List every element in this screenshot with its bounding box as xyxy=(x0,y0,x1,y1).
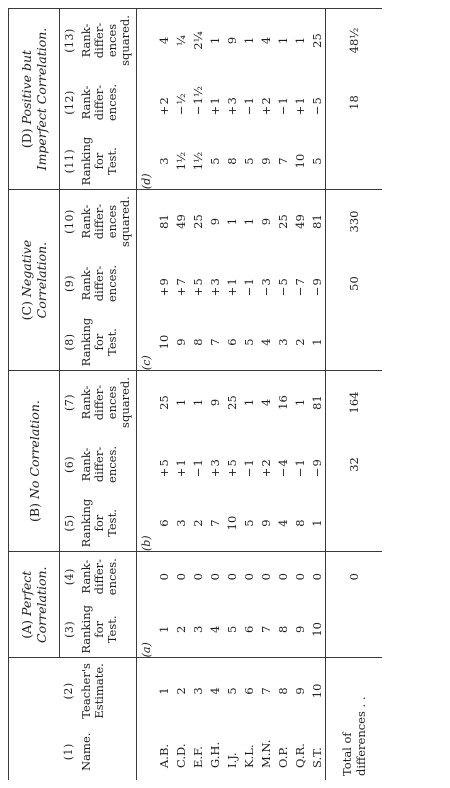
column-number: (10) xyxy=(62,209,76,234)
d-diff-cell xyxy=(274,72,291,133)
a-diff-cell: 0 xyxy=(173,573,188,581)
est-cell: 4 xyxy=(207,687,222,695)
header-rank-diff-c: Rank- differ- ences. xyxy=(78,253,137,314)
difference-value: 1 xyxy=(207,97,222,105)
name-cell: Q.R. xyxy=(292,743,307,768)
sign-symbol: − xyxy=(309,467,324,478)
table-row xyxy=(189,9,206,781)
a-rank-cell: 7 xyxy=(257,601,274,658)
column-header-row xyxy=(78,9,137,781)
d-diff-cell xyxy=(223,72,240,133)
c-rank-cell: 9 xyxy=(172,314,189,371)
difference-value: 1 xyxy=(190,459,205,467)
sign-symbol: + xyxy=(190,286,205,297)
total-c-sq: 330 xyxy=(326,190,383,253)
d-diff-cell xyxy=(240,72,257,133)
d-diff-cell xyxy=(206,72,223,133)
subtag-c: (c) xyxy=(137,314,156,371)
a-diff-cell: 0 xyxy=(258,573,273,581)
b-diff-cell xyxy=(274,434,291,495)
b-sq-cell: 1 xyxy=(173,398,188,407)
b-sq-cell: 81 xyxy=(309,395,324,410)
sign-symbol: + xyxy=(258,467,273,478)
table-row xyxy=(223,9,240,781)
c-diff-cell xyxy=(274,253,291,314)
header-teacher-estimate: Teacher's Estimate. xyxy=(78,658,137,724)
sign-symbol: + xyxy=(156,467,171,478)
b-diff-cell xyxy=(189,434,206,495)
d-sq-cell: 4 xyxy=(155,9,172,72)
difference-value: 2 xyxy=(156,97,171,105)
difference-value: 5 xyxy=(309,97,324,105)
totals-row xyxy=(326,9,383,781)
d-rank-cell: 8 xyxy=(223,133,240,190)
difference-value: 1 xyxy=(173,459,188,467)
est-cell: 6 xyxy=(241,687,256,695)
d-diff-cell xyxy=(189,72,206,133)
d-diff-cell xyxy=(308,72,326,133)
a-rank-cell: 10 xyxy=(308,601,326,658)
a-rank-cell: 6 xyxy=(240,601,257,658)
c-rank-cell: 4 xyxy=(257,314,274,371)
column-number: (1) xyxy=(62,743,76,761)
column-number: (7) xyxy=(62,393,76,412)
sign-symbol: − xyxy=(241,467,256,478)
b-rank-cell: 8 xyxy=(291,495,308,552)
a-diff-cell: 0 xyxy=(292,573,307,581)
header-ranking-b: Ranking for Test. xyxy=(78,495,137,552)
a-rank-cell: 5 xyxy=(223,601,240,658)
d-sq-cell: 9 xyxy=(223,9,240,72)
b-rank-cell: 4 xyxy=(274,495,291,552)
d-sq-cell: 2¼ xyxy=(189,9,206,72)
c-diff-cell xyxy=(172,253,189,314)
sign-symbol: − xyxy=(309,286,324,297)
d-diff-cell xyxy=(291,72,308,133)
sign-symbol: + xyxy=(207,467,222,478)
c-sq-cell: 81 xyxy=(309,214,324,229)
c-diff-cell xyxy=(189,253,206,314)
b-sq-cell: 1 xyxy=(292,398,307,407)
name-cell: E.F. xyxy=(190,746,205,768)
sign-symbol: + xyxy=(173,467,188,478)
difference-value: 1 xyxy=(241,278,256,286)
d-sq-cell: 1 xyxy=(291,9,308,72)
c-diff-cell xyxy=(257,253,274,314)
b-diff-cell xyxy=(223,434,240,495)
header-rank-diff-d: Rank- differ- ences. xyxy=(78,72,137,133)
c-rank-cell: 5 xyxy=(240,314,257,371)
difference-value: 1 xyxy=(224,278,239,286)
header-rank-diff-b: Rank- differ- ences. xyxy=(78,434,137,495)
column-number: (4) xyxy=(62,568,76,586)
c-rank-cell: 3 xyxy=(274,314,291,371)
b-diff-cell xyxy=(308,434,326,495)
d-sq-cell: 1 xyxy=(240,9,257,72)
a-diff-cell: 0 xyxy=(190,573,205,581)
c-sq-cell: 9 xyxy=(207,217,222,226)
c-diff-cell xyxy=(155,253,172,314)
a-diff-cell: 0 xyxy=(275,573,290,581)
difference-value: 5 xyxy=(190,278,205,286)
b-rank-cell: 5 xyxy=(240,495,257,552)
table-row xyxy=(240,9,257,781)
subtag-b: (b) xyxy=(137,495,156,552)
c-rank-cell: 8 xyxy=(189,314,206,371)
column-number: (13) xyxy=(60,9,79,72)
d-rank-cell: 3 xyxy=(155,133,172,190)
sign-symbol: + xyxy=(292,105,307,116)
a-diff-cell: 0 xyxy=(241,573,256,581)
table-row xyxy=(257,9,274,781)
est-cell: 8 xyxy=(275,687,290,695)
b-sq-cell: 25 xyxy=(156,395,171,410)
c-rank-cell: 7 xyxy=(206,314,223,371)
name-cell: G.H. xyxy=(207,741,222,768)
est-cell: 7 xyxy=(258,687,273,695)
b-rank-cell: 1 xyxy=(308,495,326,552)
table-row xyxy=(308,9,326,781)
est-cell: 1 xyxy=(156,687,171,695)
difference-value: 2 xyxy=(258,97,273,105)
c-sq-cell: 25 xyxy=(190,214,205,229)
header-rank-diff-sq-c: Rank- differ- ences squared. xyxy=(78,190,137,253)
column-number: (9) xyxy=(62,274,76,293)
c-diff-cell xyxy=(291,253,308,314)
b-rank-cell: 10 xyxy=(223,495,240,552)
column-number: (2) xyxy=(62,682,76,700)
sign-symbol: − xyxy=(275,286,290,297)
group-c-title: (C) Negative Correlation. xyxy=(9,190,60,371)
b-sq-cell: 25 xyxy=(224,395,239,410)
difference-value: 4 xyxy=(275,459,290,467)
sign-symbol: + xyxy=(207,286,222,297)
difference-value: 7 xyxy=(292,278,307,286)
sign-symbol: − xyxy=(241,286,256,297)
table-body xyxy=(155,9,326,781)
b-diff-cell xyxy=(172,434,189,495)
sign-symbol: − xyxy=(190,467,205,478)
group-header-row xyxy=(9,9,60,781)
sign-symbol: − xyxy=(292,467,307,478)
b-sq-cell: 4 xyxy=(258,398,273,407)
difference-value: 1½ xyxy=(190,86,205,105)
table-row xyxy=(155,9,172,781)
group-b-title: (B) No Correlation. xyxy=(9,371,60,552)
difference-value: 1 xyxy=(241,459,256,467)
header-ranking-d: Ranking for Test. xyxy=(78,133,137,190)
d-sq-cell: 1 xyxy=(206,9,223,72)
b-diff-cell xyxy=(206,434,223,495)
sign-symbol: − xyxy=(258,286,273,297)
d-diff-cell xyxy=(155,72,172,133)
a-diff-cell: 0 xyxy=(224,573,239,581)
column-number: (11) xyxy=(60,133,79,190)
d-sq-cell: ¼ xyxy=(172,9,189,72)
b-diff-cell xyxy=(155,434,172,495)
c-rank-cell: 2 xyxy=(291,314,308,371)
table-row xyxy=(291,9,308,781)
c-diff-cell xyxy=(206,253,223,314)
group-a-title: (A) Perfect Correlation. xyxy=(9,552,60,658)
c-diff-cell xyxy=(240,253,257,314)
c-sq-cell: 81 xyxy=(156,214,171,229)
d-rank-cell: 1½ xyxy=(172,133,189,190)
subtag-row xyxy=(137,9,156,781)
column-number: (6) xyxy=(62,455,76,474)
table-row xyxy=(274,9,291,781)
c-rank-cell: 1 xyxy=(308,314,326,371)
sign-symbol: + xyxy=(224,286,239,297)
sign-symbol: + xyxy=(224,467,239,478)
b-sq-cell: 16 xyxy=(275,395,290,410)
sign-symbol: − xyxy=(275,467,290,478)
name-cell: S.T. xyxy=(309,747,324,768)
sign-symbol: + xyxy=(224,105,239,116)
difference-value: 1 xyxy=(292,459,307,467)
d-rank-cell: 7 xyxy=(274,133,291,190)
group-d-title: (D) Positive but Imperfect Correlation. xyxy=(9,9,60,190)
est-cell: 9 xyxy=(292,687,307,695)
total-d-diff: 18 xyxy=(326,72,383,133)
total-d-sq: 48½ xyxy=(326,9,383,72)
sign-symbol: − xyxy=(190,105,205,116)
difference-value: 2 xyxy=(258,459,273,467)
a-diff-cell: 0 xyxy=(156,573,171,581)
b-sq-cell: 1 xyxy=(190,398,205,407)
difference-value: 5 xyxy=(224,459,239,467)
table-row xyxy=(172,9,189,781)
correlation-table xyxy=(8,8,382,780)
difference-value: 1 xyxy=(241,97,256,105)
total-c-diff: 50 xyxy=(326,253,383,314)
b-diff-cell xyxy=(240,434,257,495)
header-ranking-a: Ranking for Test. xyxy=(78,601,137,658)
c-rank-cell: 10 xyxy=(155,314,172,371)
difference-value: 3 xyxy=(207,459,222,467)
a-diff-cell: 0 xyxy=(309,573,324,581)
difference-value: 3 xyxy=(224,97,239,105)
column-number-row xyxy=(60,9,79,781)
a-rank-cell: 9 xyxy=(291,601,308,658)
a-rank-cell: 8 xyxy=(274,601,291,658)
column-number: (3) xyxy=(60,601,79,658)
name-cell: K.L. xyxy=(241,744,256,768)
total-b-diff: 32 xyxy=(326,434,383,495)
sign-symbol: − xyxy=(275,105,290,116)
est-cell: 2 xyxy=(173,687,188,695)
column-number: (8) xyxy=(60,314,79,371)
a-rank-cell: 4 xyxy=(206,601,223,658)
a-rank-cell: 1 xyxy=(155,601,172,658)
header-rank-diff-sq-d: Rank- differ- ences squared. xyxy=(78,9,137,72)
difference-value: 3 xyxy=(258,278,273,286)
table-row xyxy=(206,9,223,781)
totals-label: Total of differences . . xyxy=(326,658,383,780)
est-cell: 5 xyxy=(224,687,239,695)
difference-value: 5 xyxy=(275,278,290,286)
total-a-diff: 0 xyxy=(326,552,383,602)
name-cell: I.J. xyxy=(224,752,239,768)
difference-value: 7 xyxy=(173,278,188,286)
header-rank-diff-a: Rank- differ- ences. xyxy=(78,552,137,602)
total-b-sq: 164 xyxy=(326,371,383,434)
a-rank-cell: 3 xyxy=(189,601,206,658)
subtag-d: (d) xyxy=(137,133,156,190)
c-sq-cell: 49 xyxy=(173,214,188,229)
sign-symbol: + xyxy=(207,105,222,116)
sign-symbol: + xyxy=(156,105,171,116)
name-cell: C.D. xyxy=(173,743,188,768)
c-rank-cell: 6 xyxy=(223,314,240,371)
b-sq-cell: 9 xyxy=(207,398,222,407)
b-sq-cell: 1 xyxy=(241,398,256,407)
b-rank-cell: 6 xyxy=(155,495,172,552)
est-cell: 10 xyxy=(309,683,324,699)
c-diff-cell xyxy=(223,253,240,314)
b-rank-cell: 2 xyxy=(189,495,206,552)
sign-symbol: − xyxy=(173,105,188,116)
d-sq-cell: 4 xyxy=(257,9,274,72)
a-rank-cell: 2 xyxy=(172,601,189,658)
b-diff-cell xyxy=(291,434,308,495)
difference-value: 5 xyxy=(156,459,171,467)
column-number: (5) xyxy=(60,495,79,552)
d-rank-cell: 5 xyxy=(240,133,257,190)
difference-value: 1 xyxy=(292,97,307,105)
sign-symbol: − xyxy=(292,286,307,297)
subtag-a: (a) xyxy=(137,601,156,658)
est-cell: 3 xyxy=(190,687,205,695)
sign-symbol: + xyxy=(258,105,273,116)
d-rank-cell: 10 xyxy=(291,133,308,190)
difference-value: 3 xyxy=(207,278,222,286)
header-ranking-c: Ranking for Test. xyxy=(78,314,137,371)
c-sq-cell: 1 xyxy=(241,217,256,226)
b-rank-cell: 3 xyxy=(172,495,189,552)
sign-symbol: + xyxy=(173,286,188,297)
name-cell: O.P. xyxy=(275,746,290,768)
a-diff-cell: 0 xyxy=(207,573,222,581)
name-cell: M.N. xyxy=(258,739,273,768)
difference-value: 9 xyxy=(309,278,324,286)
d-rank-cell: 5 xyxy=(308,133,326,190)
sign-symbol: + xyxy=(156,286,171,297)
d-sq-cell: 1 xyxy=(274,9,291,72)
b-rank-cell: 9 xyxy=(257,495,274,552)
name-cell: A.B. xyxy=(156,743,171,768)
header-name: Name. xyxy=(78,723,137,780)
b-rank-cell: 7 xyxy=(206,495,223,552)
difference-value: ½ xyxy=(173,93,188,105)
c-sq-cell: 1 xyxy=(224,217,239,226)
c-sq-cell: 9 xyxy=(258,217,273,226)
sign-symbol: − xyxy=(309,105,324,116)
difference-value: 1 xyxy=(275,97,290,105)
sign-symbol: − xyxy=(241,105,256,116)
d-rank-cell: 1½ xyxy=(189,133,206,190)
d-diff-cell xyxy=(257,72,274,133)
c-diff-cell xyxy=(308,253,326,314)
header-rank-diff-sq-b: Rank- differ- ences squared. xyxy=(78,371,137,434)
b-diff-cell xyxy=(257,434,274,495)
column-number: (12) xyxy=(62,90,76,115)
d-rank-cell: 9 xyxy=(257,133,274,190)
c-sq-cell: 49 xyxy=(292,214,307,229)
d-diff-cell xyxy=(172,72,189,133)
difference-value: 9 xyxy=(309,459,324,467)
d-sq-cell: 25 xyxy=(308,9,326,72)
c-sq-cell: 25 xyxy=(275,214,290,229)
d-rank-cell: 5 xyxy=(206,133,223,190)
difference-value: 9 xyxy=(156,278,171,286)
